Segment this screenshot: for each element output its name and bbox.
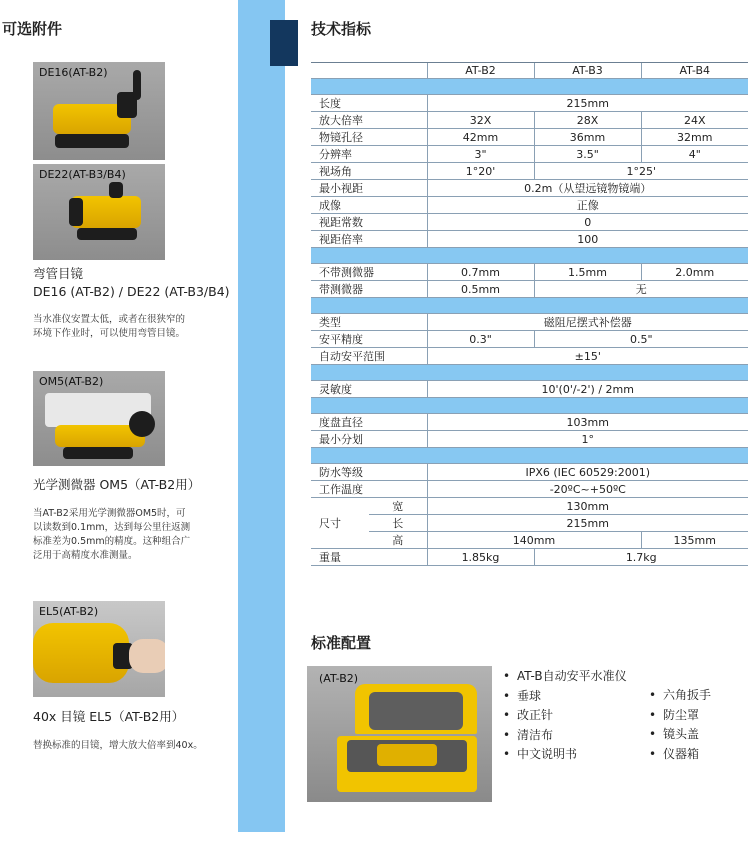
- row-label: 工作温度: [311, 481, 427, 498]
- row-label: 最小分划: [311, 431, 427, 448]
- row-value: 磁阻尼摆式补偿器: [427, 314, 748, 331]
- table-row: [311, 515, 748, 532]
- row-label: 视距倍率: [311, 231, 427, 248]
- list-item: • 六角扳手: [649, 686, 711, 706]
- model-header: AT-B3: [534, 63, 641, 79]
- row-value: -20ºC~+50ºC: [427, 481, 748, 498]
- table-row: [311, 464, 748, 481]
- table-row: [311, 549, 748, 566]
- table-row: [311, 314, 748, 331]
- photo-label: DE16(AT-B2): [39, 66, 108, 79]
- row-value: 140mm: [427, 532, 641, 549]
- table-row: [311, 414, 748, 431]
- row-value: 100: [427, 231, 748, 248]
- om5-desc-2: 以读数到0.1mm，达到每公里往返测: [33, 522, 191, 533]
- row-value: 0.5mm: [427, 281, 534, 298]
- row-sublabel: 高: [369, 532, 427, 549]
- list-item: • 仪器箱: [649, 745, 711, 765]
- row-label: 分辨率: [311, 146, 427, 163]
- blue-divider-strip: [238, 0, 285, 832]
- row-value: 正像: [427, 197, 748, 214]
- row-value: 0.3": [427, 331, 534, 348]
- row-value: 36mm: [534, 129, 641, 146]
- row-value: 0: [427, 214, 748, 231]
- row-value: 32mm: [641, 129, 748, 146]
- table-row: [311, 146, 748, 163]
- row-sublabel: 长: [369, 515, 427, 532]
- row-label: 带测微器: [311, 281, 427, 298]
- om5-desc-3: 标准差为0.5mm的精度。这种组合广: [33, 536, 191, 547]
- row-value: 1.7kg: [534, 549, 748, 566]
- row-label: 视场角: [311, 163, 427, 180]
- row-label: 放大倍率: [311, 112, 427, 129]
- row-value: 28X: [534, 112, 641, 129]
- row-label: 尺寸: [311, 498, 369, 549]
- row-value: 1.5mm: [534, 264, 641, 281]
- spec-table: [311, 62, 748, 566]
- table-row: [311, 231, 748, 248]
- list-item: • 改正针: [503, 706, 627, 726]
- row-value: 无: [534, 281, 748, 298]
- row-value: ±15': [427, 348, 748, 365]
- row-label: 视距常数: [311, 214, 427, 231]
- list-item: • 垂球: [503, 687, 627, 707]
- photo-label: (AT-B2): [319, 672, 359, 685]
- row-label: 成像: [311, 197, 427, 214]
- table-row: [311, 112, 748, 129]
- table-row: [311, 498, 748, 515]
- row-label: 灵敏度: [311, 381, 427, 398]
- table-row: [311, 163, 748, 180]
- om5-name: 光学测微器 OM5（AT-B2用）: [33, 477, 201, 492]
- row-value: 1.85kg: [427, 549, 534, 566]
- row-value: 130mm: [427, 498, 748, 515]
- row-value: 1°20': [427, 163, 534, 180]
- table-row: [311, 331, 748, 348]
- standard-title: 标准配置: [311, 634, 372, 652]
- el5-desc: 替换标准的目镜，增大放大倍率到40x。: [33, 740, 203, 751]
- table-row: [311, 281, 748, 298]
- row-value: 1°25': [534, 163, 748, 180]
- list-item: • 清洁布: [503, 726, 627, 746]
- de-desc-2: 环境下作业时，可以使用弯管目镜。: [33, 328, 186, 339]
- row-value: 10'(0'/-2') / 2mm: [427, 381, 748, 398]
- de22-photo: [33, 164, 165, 260]
- table-row: [311, 348, 748, 365]
- standard-list-left: [503, 667, 627, 765]
- row-value: 3.5": [534, 146, 641, 163]
- row-label: 最小视距: [311, 180, 427, 197]
- row-value: 4": [641, 146, 748, 163]
- row-label: 物镜孔径: [311, 129, 427, 146]
- table-row: [311, 481, 748, 498]
- de16-photo: [33, 62, 165, 160]
- row-value: 3": [427, 146, 534, 163]
- table-header-row: [311, 63, 748, 79]
- standard-list-right: [649, 686, 711, 764]
- row-value: 24X: [641, 112, 748, 129]
- row-value: 42mm: [427, 129, 534, 146]
- row-value: 0.7mm: [427, 264, 534, 281]
- table-row: [311, 129, 748, 146]
- row-value: IPX6 (IEC 60529:2001): [427, 464, 748, 481]
- om5-desc-1: 当AT-B2采用光学测微器OM5时，可: [33, 508, 186, 519]
- row-label: 重量: [311, 549, 427, 566]
- table-row: [311, 214, 748, 231]
- model-header: AT-B4: [641, 63, 748, 79]
- table-row: [311, 264, 748, 281]
- om5-desc-4: 泛用于高精度水准测量。: [33, 550, 138, 561]
- el5-name: 40x 目镜 EL5（AT-B2用）: [33, 709, 185, 724]
- carry-case-photo: [307, 666, 492, 802]
- el5-photo: [33, 601, 165, 697]
- table-row: [311, 95, 748, 112]
- table-row: [311, 431, 748, 448]
- row-value: 0.5": [534, 331, 748, 348]
- photo-label: EL5(AT-B2): [39, 605, 99, 618]
- row-label: 类型: [311, 314, 427, 331]
- row-sublabel: 宽: [369, 498, 427, 515]
- row-label: 度盘直径: [311, 414, 427, 431]
- row-value: 0.2m（从望远镜物镜端）: [427, 180, 748, 197]
- title-marker-block: [270, 20, 298, 66]
- de-desc-1: 当水准仪安置太低，或者在很狭窄的: [33, 314, 186, 325]
- table-row: [311, 197, 748, 214]
- list-item: • 防尘罩: [649, 706, 711, 726]
- row-value: 215mm: [427, 95, 748, 112]
- accessories-title: 可选附件: [2, 20, 63, 38]
- row-value: 215mm: [427, 515, 748, 532]
- model-header: AT-B2: [427, 63, 534, 79]
- row-value: 135mm: [641, 532, 748, 549]
- row-label: 安平精度: [311, 331, 427, 348]
- row-value: 32X: [427, 112, 534, 129]
- om5-photo: [33, 371, 165, 466]
- row-label: 自动安平范围: [311, 348, 427, 365]
- row-value: 2.0mm: [641, 264, 748, 281]
- row-value: 1°: [427, 431, 748, 448]
- de-name-1: 弯管目镜: [33, 266, 84, 281]
- table-row: [311, 381, 748, 398]
- table-row: [311, 532, 748, 549]
- list-item: • 镜头盖: [649, 725, 711, 745]
- specs-title: 技术指标: [311, 20, 372, 38]
- photo-label: OM5(AT-B2): [39, 375, 104, 388]
- row-label: 防水等级: [311, 464, 427, 481]
- table-row: [311, 180, 748, 197]
- de-name-2: DE16 (AT-B2) / DE22 (AT-B3/B4): [33, 284, 230, 299]
- list-item: • 中文说明书: [503, 745, 627, 765]
- row-label: 长度: [311, 95, 427, 112]
- row-label: 不带测微器: [311, 264, 427, 281]
- photo-label: DE22(AT-B3/B4): [39, 168, 126, 181]
- list-item: • AT-B自动安平水准仪: [503, 667, 627, 687]
- row-value: 103mm: [427, 414, 748, 431]
